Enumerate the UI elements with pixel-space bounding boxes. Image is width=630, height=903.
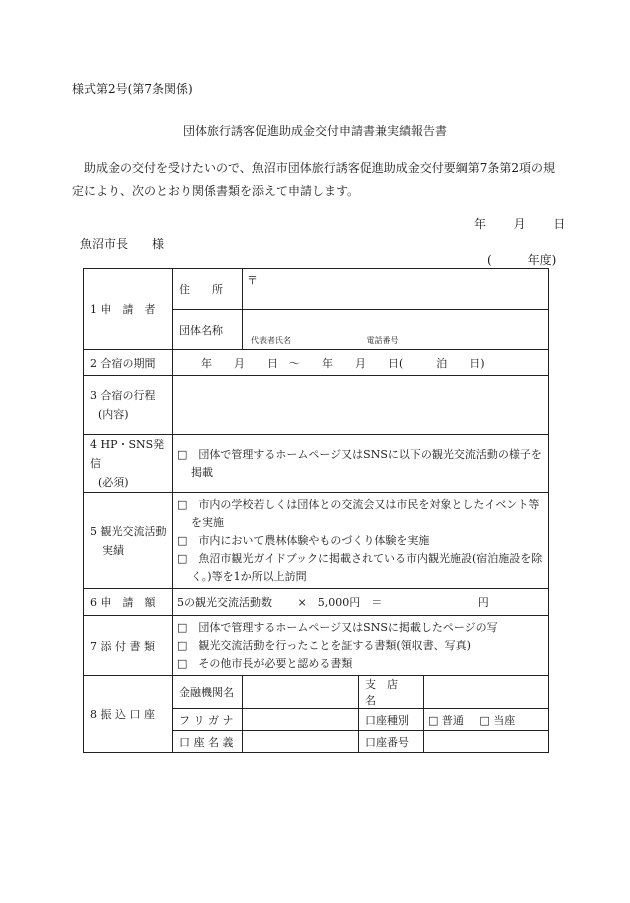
- tourism-activity-label: [84, 493, 173, 589]
- activity-checkbox-experience[interactable]: □ 市内において農林体験やものづくり体験を実施: [177, 533, 430, 547]
- form-code: 様式第2号(第7条関係): [72, 82, 193, 96]
- application-form-table: [83, 268, 549, 753]
- hp-sns-label: [84, 435, 173, 493]
- camp-period-label: 2 合宿の期間: [84, 350, 173, 376]
- applicant-label: 1 申 請 者: [84, 269, 173, 350]
- amount-field[interactable]: [173, 589, 549, 616]
- intro-text: 助成金の交付を受けたいので、魚沼市団体旅行誘客促進助成金交付要綱第7条第2項の規定により、次のとおり関係書類を添えて申請します。: [72, 161, 556, 198]
- group-name-label: 団体名称: [173, 310, 243, 350]
- fiscal-year: ( 年度): [487, 253, 557, 267]
- hp-sns-row: [84, 435, 549, 493]
- activity-count-label: 5の観光交流活動数: [177, 596, 272, 609]
- hp-sns-options: [173, 435, 549, 493]
- account-name-field[interactable]: [243, 731, 359, 753]
- attachment-checkbox-other[interactable]: □ その他市長が必要と認める書類: [177, 656, 353, 670]
- amount-multiplier: × 5,000円 ＝: [297, 596, 383, 609]
- amount-unit: 円: [477, 596, 489, 609]
- address-field[interactable]: [243, 269, 549, 310]
- itinerary-label: [84, 376, 173, 435]
- account-type-field: [424, 709, 549, 731]
- date-line: [474, 215, 565, 232]
- tourism-activity-label-line1: 5 観光交流活動: [90, 524, 167, 538]
- account-type-ordinary[interactable]: □ 普通: [428, 713, 464, 727]
- itinerary-field[interactable]: [173, 376, 549, 435]
- representative-label: 代表者氏名: [251, 336, 291, 345]
- institution-field[interactable]: [243, 676, 359, 709]
- attachments-row: [84, 616, 549, 676]
- amount-row: [84, 589, 549, 616]
- hp-sns-label-line2: (必須): [98, 476, 129, 489]
- furigana-field[interactable]: [243, 709, 359, 731]
- attachment-checkbox-evidence[interactable]: □ 観光交流活動を行ったことを証する書類(領収書、写真): [177, 638, 471, 652]
- address-label: 住 所: [173, 269, 243, 310]
- attachment-checkbox-web-copy[interactable]: □ 団体で管理するホームページ又はSNSに掲載したページの写: [177, 620, 498, 634]
- document-title: 団体旅行誘客促進助成金交付申請書兼実績報告書: [182, 124, 447, 138]
- account-name-label: 口 座 名 義: [173, 731, 243, 753]
- activity-checkbox-exchange[interactable]: □ 市内の学校若しくは団体との交流会又は市民を対象としたイベント等を実施: [177, 497, 540, 529]
- account-number-label: 口座番号: [359, 731, 424, 753]
- account-number-field[interactable]: [424, 731, 549, 753]
- activity-checkbox-facility-visit[interactable]: □ 魚沼市観光ガイドブックに掲載されている市内観光施設(宿泊施設を除く。)等を1か所以上訪問: [177, 551, 543, 583]
- account-type-label: 口座種別: [359, 709, 424, 731]
- itinerary-label-line2: (内容): [98, 408, 129, 421]
- tourism-activity-label-line2: 実績: [102, 543, 124, 557]
- applicant-address-row: [84, 269, 549, 310]
- date-day: 日: [553, 217, 566, 231]
- branch-field[interactable]: [424, 676, 549, 709]
- bank-label: 8 振 込 口 座: [84, 676, 173, 753]
- branch-label: 支 店 名: [359, 676, 424, 709]
- postal-mark: 〒: [247, 274, 258, 287]
- itinerary-row: [84, 376, 549, 435]
- hp-sns-checkbox[interactable]: □ 団体で管理するホームページ又はSNSに以下の観光交流活動の様子を掲載: [177, 447, 542, 479]
- camp-period-row: [84, 350, 549, 376]
- attachments-label: 7 添 付 書 類: [84, 616, 173, 676]
- itinerary-label-line1: 3 合宿の行程: [90, 389, 156, 402]
- group-name-field[interactable]: [243, 310, 549, 350]
- tourism-activity-row: [84, 493, 549, 589]
- tourism-activity-options: [173, 493, 549, 589]
- bank-row-1: [84, 676, 549, 709]
- furigana-label: フ リ ガ ナ: [173, 709, 243, 731]
- account-type-current[interactable]: □ 当座: [479, 713, 516, 727]
- phone-label: 電話番号: [366, 336, 399, 345]
- camp-period-field[interactable]: 年 月 日 ～ 年 月 日( 泊 日): [173, 350, 549, 376]
- date-year: 年: [474, 217, 487, 231]
- addressee: 魚沼市長 様: [80, 237, 165, 251]
- date-month: 月: [513, 217, 526, 231]
- institution-label: 金融機関名: [173, 676, 243, 709]
- attachments-options: [173, 616, 549, 676]
- amount-label: 6 申 請 額: [84, 589, 173, 616]
- hp-sns-label-line1: 4 HP・SNS発信: [90, 438, 165, 470]
